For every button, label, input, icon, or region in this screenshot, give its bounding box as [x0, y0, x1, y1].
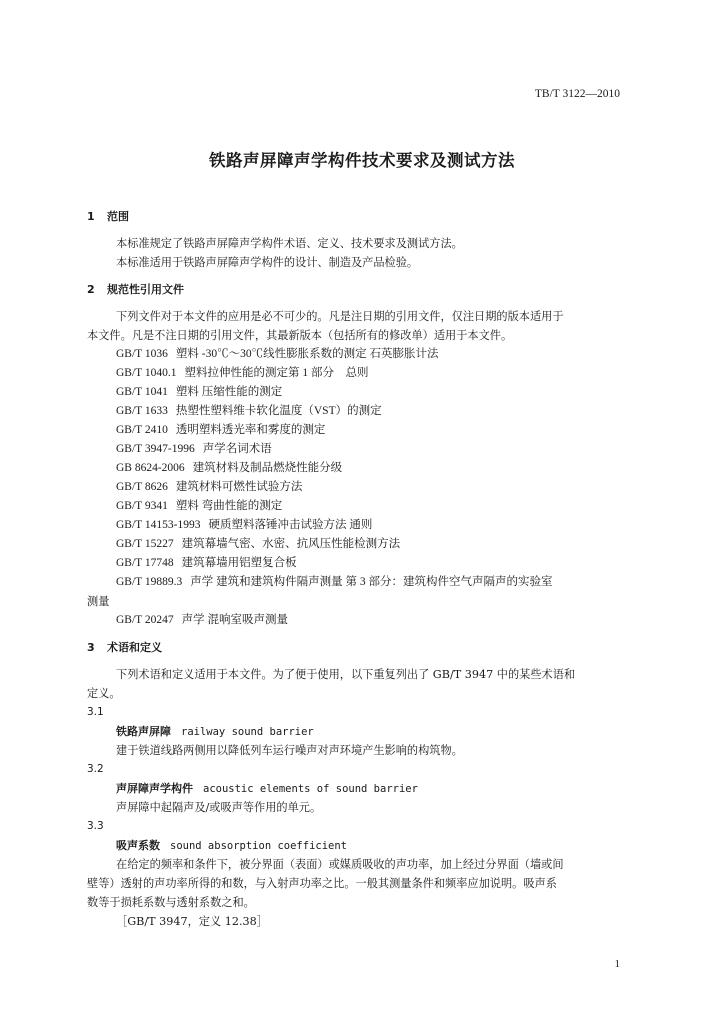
- reference-title: 塑料 -30℃～30℃线性膨胀系数的测定 石英膨胀计法: [175, 348, 439, 360]
- standard-code: TB/T 3122—2010: [534, 88, 620, 100]
- reference-code: GB/T 1036: [116, 348, 168, 360]
- reference-code: GB/T 8626: [116, 481, 168, 493]
- reference-title: 建筑材料可燃性试验方法: [175, 481, 303, 493]
- term-definition: 在给定的频率和条件下，被分界面（表面）或媒质吸收的声功率，加上经过分界面（墙或间: [116, 858, 564, 871]
- page-number: 1: [614, 958, 620, 970]
- term-definition: 声屏障中起隔声及/或吸声等作用的单元。: [116, 801, 322, 814]
- term-heading: [87, 836, 622, 855]
- reference-code: GB/T 2410: [116, 424, 168, 436]
- section-number: 2: [87, 283, 95, 296]
- reference-item: [87, 573, 622, 592]
- reference-title: 塑料 弯曲性能的测定: [175, 500, 283, 512]
- reference-continuation: 测量: [87, 595, 110, 608]
- section-number: 3: [87, 641, 95, 654]
- reference-code: GB/T 15227: [116, 538, 174, 550]
- paragraph: 本标准规定了铁路声屏障声学构件术语、定义、技术要求及测试方法。: [116, 237, 463, 250]
- section-title: 术语和定义: [107, 641, 162, 654]
- reference-item: [87, 497, 622, 516]
- reference-item: [87, 554, 622, 573]
- reference-item: [87, 459, 622, 478]
- reference-item: [87, 383, 622, 402]
- document-title: 铁路声屏障声学构件技术要求及测试方法: [209, 151, 515, 170]
- reference-item: [87, 440, 622, 459]
- term-number: 3.3: [87, 820, 104, 832]
- section-2-heading: [87, 280, 622, 299]
- reference-title: 声学名词术语: [202, 443, 272, 455]
- term-heading: [87, 779, 622, 798]
- reference-title: 塑料 压缩性能的测定: [175, 386, 283, 398]
- term-english: acoustic elements of sound barrier: [203, 783, 418, 795]
- term-definition: 建于铁道线路两侧用以降低列车运行噪声对声环境产生影响的构筑物。: [116, 744, 463, 757]
- reference-list: [87, 345, 622, 630]
- reference-item: [87, 364, 622, 383]
- reference-title: 热塑性塑料维卡软化温度（VST）的测定: [175, 405, 382, 417]
- reference-code: GB/T 19889.3: [116, 576, 183, 588]
- reference-item: [87, 535, 622, 554]
- reference-item: [87, 516, 622, 535]
- reference-code: GB/T 9341: [116, 500, 168, 512]
- term-definition-continuation: 数等于损耗系数与透射系数之和。: [87, 896, 255, 909]
- section-title: 规范性引用文件: [107, 283, 184, 296]
- reference-code: GB/T 20247: [116, 614, 174, 626]
- reference-item: [87, 611, 622, 630]
- reference-title: 塑料拉伸性能的测定第 1 部分 总则: [184, 367, 369, 379]
- term-number: 3.2: [87, 763, 104, 775]
- reference-item: [87, 345, 622, 364]
- reference-code: GB/T 1040.1: [116, 367, 177, 379]
- term-chinese: 声屏障声学构件: [116, 782, 193, 795]
- section-1-heading: [87, 207, 622, 226]
- reference-title: 建筑幕墙气密、水密、抗风压性能检测方法: [181, 538, 401, 550]
- section-title: 范围: [107, 210, 129, 223]
- section-number: 1: [87, 210, 95, 223]
- reference-item: [87, 478, 622, 497]
- term-source: ［GB/T 3947，定义 12.38］: [116, 915, 268, 928]
- reference-code: GB/T 1041: [116, 386, 168, 398]
- paragraph: 下列术语和定义适用于本文件。为了便于使用，以下重复列出了 GB/T 3947 中的某些术语和: [116, 668, 576, 681]
- paragraph: 本标准适用于铁路声屏障声学构件的设计、制造及产品检验。: [116, 256, 419, 269]
- reference-code: GB/T 14153-1993: [116, 519, 201, 531]
- term-definition-continuation: 壁等）透射的声功率所得的和数，与入射声功率之比。一般其测量条件和频率应加说明。吸声系: [87, 877, 557, 890]
- reference-item: [87, 421, 622, 440]
- document-body: [87, 207, 622, 931]
- section-3-heading: [87, 638, 622, 657]
- reference-code: GB/T 17748: [116, 557, 174, 569]
- term-english: railway sound barrier: [181, 726, 314, 738]
- reference-title: 透明塑料透光率和雾度的测定: [175, 424, 326, 436]
- term-number: 3.1: [87, 706, 104, 718]
- reference-title: 声学 建筑和建筑构件隔声测量 第 3 部分：建筑构件空气声隔声的实验室: [190, 576, 553, 588]
- term-english: sound absorption coefficient: [170, 840, 348, 852]
- reference-title: 建筑幕墙用铝塑复合板: [181, 557, 297, 569]
- reference-code: GB/T 3947-1996: [116, 443, 195, 455]
- paragraph-continuation: 定义。: [87, 687, 121, 700]
- reference-item: [87, 402, 622, 421]
- reference-title: 声学 混响室吸声测量: [181, 614, 288, 626]
- reference-code: GB/T 1633: [116, 405, 168, 417]
- reference-title: 建筑材料及制品燃烧性能分级: [192, 462, 343, 474]
- term-chinese: 铁路声屏障: [116, 725, 171, 738]
- term-chinese: 吸声系数: [116, 839, 160, 852]
- reference-code: GB 8624-2006: [116, 462, 185, 474]
- reference-title: 硬质塑料落锤冲击试验方法 通则: [208, 519, 373, 531]
- term-heading: [87, 722, 622, 741]
- paragraph-continuation: 本文件。凡是不注日期的引用文件，其最新版本（包括所有的修改单）适用于本文件。: [87, 329, 513, 342]
- paragraph: 下列文件对于本文件的应用是必不可少的。凡是注日期的引用文件，仅注日期的版本适用于: [116, 310, 564, 323]
